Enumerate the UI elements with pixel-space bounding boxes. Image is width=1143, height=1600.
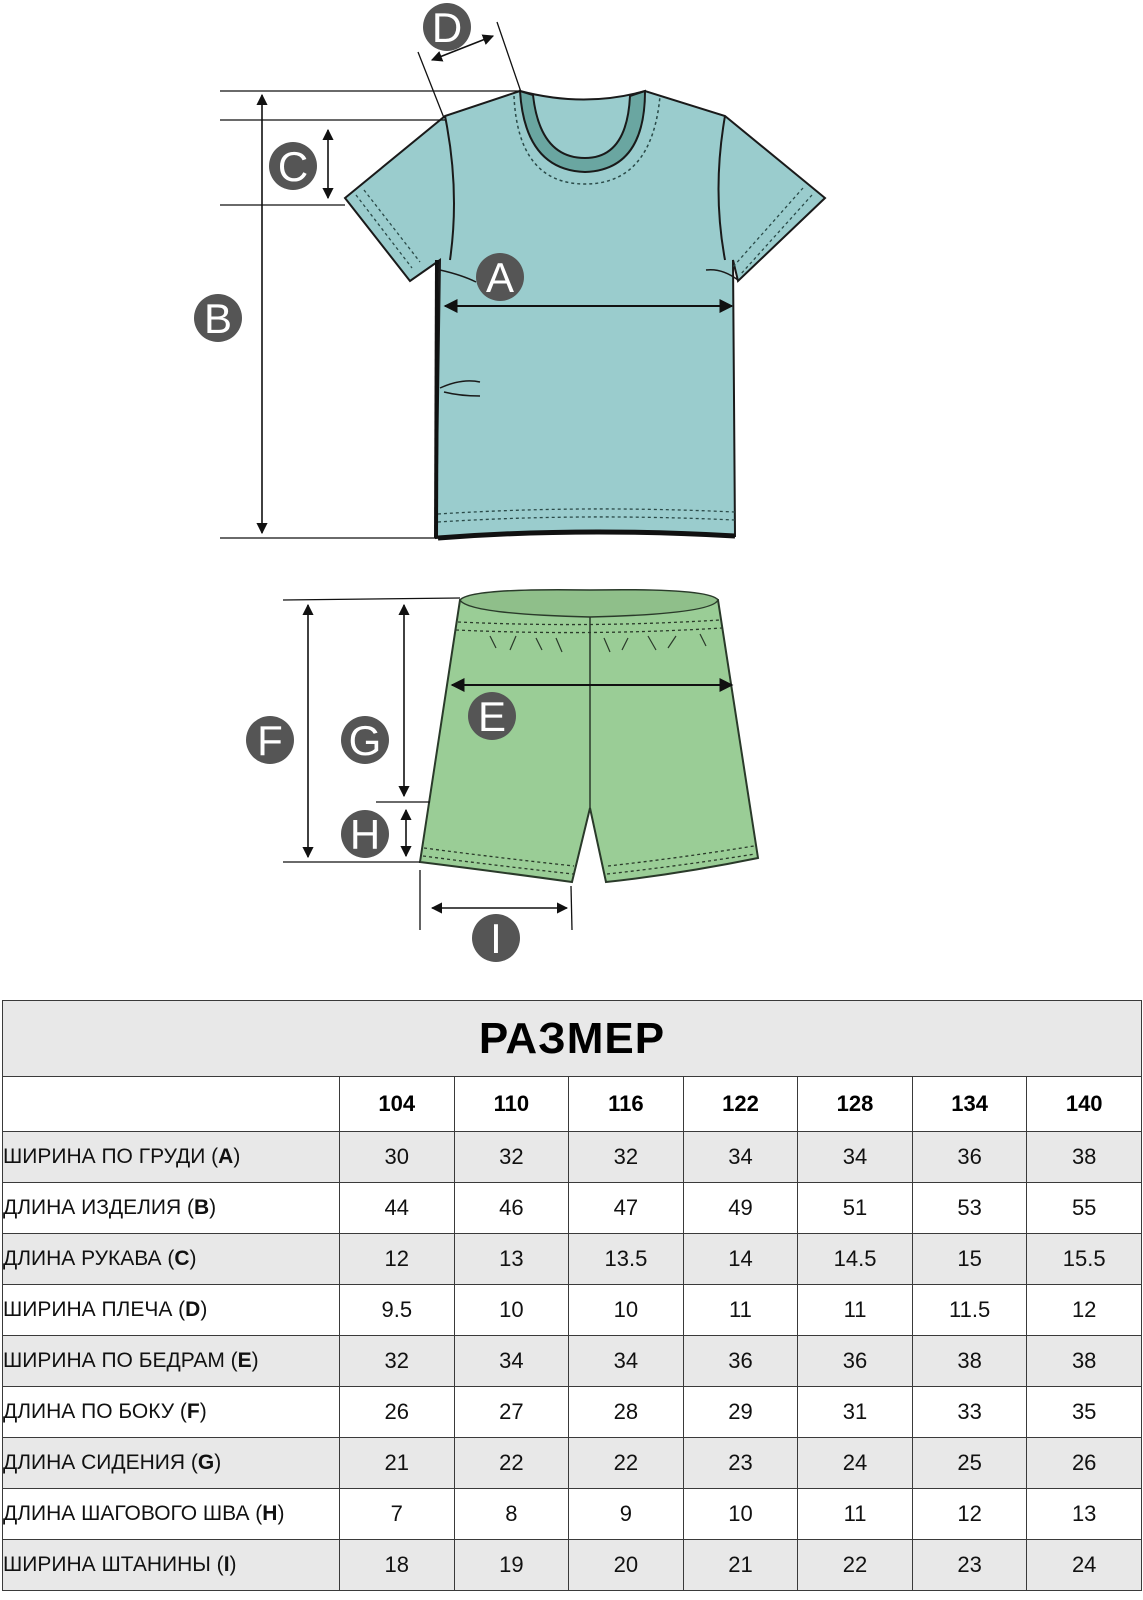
size-header-corner <box>3 1077 340 1132</box>
row-label-text: ШИРИНА ПО БЕДРАМ ( <box>3 1349 238 1372</box>
badge-f <box>246 716 294 764</box>
tshirt-illustration <box>345 91 825 538</box>
value-cell: 13 <box>454 1234 569 1285</box>
size-header-row <box>3 1077 1142 1132</box>
row-label-text: ШИРИНА ПЛЕЧА ( <box>3 1298 186 1321</box>
value-cell: 13.5 <box>569 1234 684 1285</box>
value-cell: 46 <box>454 1183 569 1234</box>
value-cell: 53 <box>912 1183 1027 1234</box>
row-label-close: ) <box>189 1247 197 1270</box>
value-cell: 19 <box>454 1540 569 1591</box>
row-label-close: ) <box>214 1451 222 1474</box>
row-label-letter: H <box>262 1502 278 1525</box>
badge-e-label: E <box>477 693 507 740</box>
badge-b-label: B <box>203 295 233 342</box>
table-row <box>3 1540 1142 1591</box>
row-label-close: ) <box>200 1298 208 1321</box>
row-label-close: ) <box>209 1196 217 1219</box>
value-cell: 12 <box>340 1234 455 1285</box>
value-cell: 32 <box>340 1336 455 1387</box>
size-header-110: 110 <box>454 1077 569 1132</box>
table-row <box>3 1183 1142 1234</box>
row-label-close: ) <box>251 1349 259 1372</box>
value-cell: 14.5 <box>798 1234 913 1285</box>
size-header-134: 134 <box>912 1077 1027 1132</box>
table-row <box>3 1285 1142 1336</box>
badge-d <box>423 3 471 51</box>
value-cell: 49 <box>683 1183 798 1234</box>
row-label-letter: B <box>193 1196 210 1219</box>
badge-i-label: I <box>490 915 502 962</box>
value-cell: 36 <box>798 1336 913 1387</box>
value-cell: 22 <box>569 1438 684 1489</box>
value-cell: 34 <box>798 1132 913 1183</box>
row-label-letter: F <box>186 1400 200 1423</box>
badge-f-label: F <box>257 717 283 764</box>
value-cell: 22 <box>454 1438 569 1489</box>
badge-i <box>472 914 520 962</box>
value-cell: 34 <box>569 1336 684 1387</box>
value-cell: 22 <box>798 1540 913 1591</box>
value-cell: 11 <box>683 1285 798 1336</box>
value-cell: 38 <box>912 1336 1027 1387</box>
size-chart-table <box>2 1000 1142 1591</box>
row-label <box>3 1489 340 1540</box>
value-cell: 26 <box>340 1387 455 1438</box>
value-cell: 8 <box>454 1489 569 1540</box>
row-label <box>3 1387 340 1438</box>
row-label-letter: G <box>197 1451 215 1474</box>
row-label <box>3 1234 340 1285</box>
row-label-text: ШИРИНА ПО ГРУДИ ( <box>3 1145 219 1168</box>
value-cell: 26 <box>1027 1438 1142 1489</box>
row-label-letter: A <box>218 1145 234 1168</box>
value-cell: 9.5 <box>340 1285 455 1336</box>
table-title: РАЗМЕР <box>3 1001 1142 1077</box>
row-label-letter: D <box>185 1298 201 1321</box>
value-cell: 36 <box>912 1132 1027 1183</box>
row-label-text: ШИРИНА ШТАНИНЫ ( <box>3 1553 224 1576</box>
value-cell: 27 <box>454 1387 569 1438</box>
value-cell: 7 <box>340 1489 455 1540</box>
badge-b <box>194 294 242 342</box>
value-cell: 14 <box>683 1234 798 1285</box>
value-cell: 10 <box>569 1285 684 1336</box>
badge-c <box>269 142 317 190</box>
row-label-close: ) <box>277 1502 285 1525</box>
value-cell: 34 <box>454 1336 569 1387</box>
value-cell: 47 <box>569 1183 684 1234</box>
value-cell: 38 <box>1027 1132 1142 1183</box>
value-cell: 34 <box>683 1132 798 1183</box>
value-cell: 44 <box>340 1183 455 1234</box>
badge-h-label: H <box>349 811 381 858</box>
value-cell: 12 <box>912 1489 1027 1540</box>
value-cell: 32 <box>454 1132 569 1183</box>
value-cell: 11.5 <box>912 1285 1027 1336</box>
value-cell: 36 <box>683 1336 798 1387</box>
row-label <box>3 1336 340 1387</box>
row-label-close: ) <box>229 1553 237 1576</box>
table-row <box>3 1234 1142 1285</box>
value-cell: 28 <box>569 1387 684 1438</box>
row-label <box>3 1132 340 1183</box>
value-cell: 25 <box>912 1438 1027 1489</box>
badge-g-label: G <box>348 717 382 764</box>
badge-c-label: C <box>277 143 309 190</box>
value-cell: 32 <box>569 1132 684 1183</box>
row-label-close: ) <box>233 1145 241 1168</box>
table-row <box>3 1336 1142 1387</box>
row-label <box>3 1540 340 1591</box>
value-cell: 11 <box>798 1489 913 1540</box>
value-cell: 24 <box>1027 1540 1142 1591</box>
value-cell: 51 <box>798 1183 913 1234</box>
badge-e <box>468 692 516 740</box>
size-header-104: 104 <box>340 1077 455 1132</box>
table-row <box>3 1489 1142 1540</box>
size-header-140: 140 <box>1027 1077 1142 1132</box>
value-cell: 24 <box>798 1438 913 1489</box>
table-row <box>3 1387 1142 1438</box>
badge-h <box>341 810 389 858</box>
shorts-body <box>420 600 758 882</box>
value-cell: 38 <box>1027 1336 1142 1387</box>
value-cell: 15 <box>912 1234 1027 1285</box>
row-label <box>3 1438 340 1489</box>
badge-g <box>341 716 389 764</box>
row-label-letter: E <box>237 1349 252 1372</box>
row-label-letter: C <box>174 1247 190 1270</box>
value-cell: 31 <box>798 1387 913 1438</box>
row-label <box>3 1183 340 1234</box>
table-row <box>3 1438 1142 1489</box>
value-cell: 33 <box>912 1387 1027 1438</box>
value-cell: 55 <box>1027 1183 1142 1234</box>
value-cell: 10 <box>683 1489 798 1540</box>
badge-d-label: D <box>431 4 463 51</box>
row-label-text: ДЛИНА ШАГОВОГО ШВА ( <box>3 1502 263 1525</box>
shorts-illustration <box>420 590 758 882</box>
badge-a <box>476 253 524 301</box>
value-cell: 9 <box>569 1489 684 1540</box>
row-label-text: ДЛИНА РУКАВА ( <box>3 1247 175 1270</box>
size-header-116: 116 <box>569 1077 684 1132</box>
value-cell: 20 <box>569 1540 684 1591</box>
value-cell: 18 <box>340 1540 455 1591</box>
size-header-128: 128 <box>798 1077 913 1132</box>
value-cell: 11 <box>798 1285 913 1336</box>
row-label-text: ДЛИНА ПО БОКУ ( <box>3 1400 187 1423</box>
row-label-letter: I <box>223 1553 230 1576</box>
value-cell: 29 <box>683 1387 798 1438</box>
table-title-row <box>3 1001 1142 1077</box>
row-label <box>3 1285 340 1336</box>
value-cell: 21 <box>340 1438 455 1489</box>
value-cell: 13 <box>1027 1489 1142 1540</box>
value-cell: 10 <box>454 1285 569 1336</box>
value-cell: 30 <box>340 1132 455 1183</box>
size-header-122: 122 <box>683 1077 798 1132</box>
value-cell: 23 <box>683 1438 798 1489</box>
value-cell: 35 <box>1027 1387 1142 1438</box>
value-cell: 23 <box>912 1540 1027 1591</box>
table-row <box>3 1132 1142 1183</box>
row-label-close: ) <box>199 1400 207 1423</box>
value-cell: 15.5 <box>1027 1234 1142 1285</box>
value-cell: 21 <box>683 1540 798 1591</box>
value-cell: 12 <box>1027 1285 1142 1336</box>
row-label-text: ДЛИНА СИДЕНИЯ ( <box>3 1451 198 1474</box>
row-label-text: ДЛИНА ИЗДЕЛИЯ ( <box>3 1196 194 1219</box>
badge-a-label: A <box>485 254 515 301</box>
